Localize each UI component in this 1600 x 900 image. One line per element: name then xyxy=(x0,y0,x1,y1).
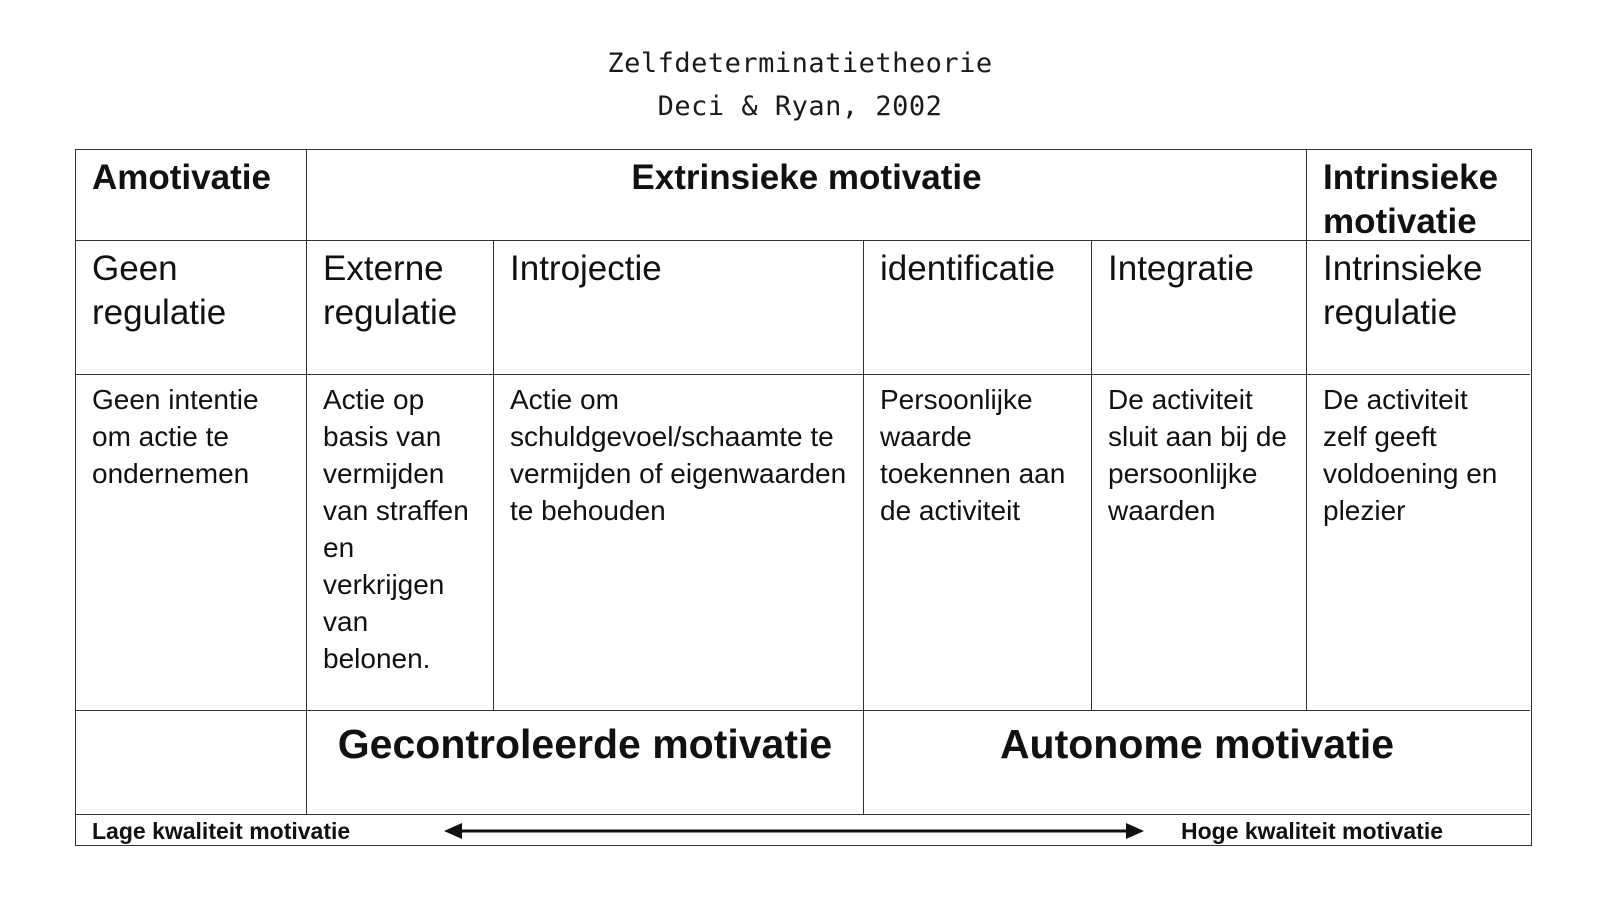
group-gecontroleerde-motivatie: Gecontroleerde motivatie xyxy=(307,711,864,815)
header-extrinsieke-motivatie: Extrinsieke motivatie xyxy=(307,150,1307,241)
level-geen-regulatie: Geen regulatie xyxy=(76,241,307,375)
description-introjectie: Actie om schuldgevoel/schaamte te vermijden of eigenwaarden te behouden xyxy=(494,375,864,711)
level-integratie: Integratie xyxy=(1092,241,1307,375)
header-amotivatie: Amotivatie xyxy=(76,150,307,241)
level-identificatie: identificatie xyxy=(864,241,1092,375)
level-externe-regulatie: Externe regulatie xyxy=(307,241,494,375)
motivation-table xyxy=(75,149,1532,846)
description-identificatie: Persoonlijke waarde toekennen aan de activiteit xyxy=(864,375,1092,711)
page-title: Zelfdeterminatietheorie xyxy=(607,48,993,79)
level-intrinsieke-regulatie: Intrinsieke regulatie xyxy=(1307,241,1530,375)
double-arrow-icon xyxy=(444,819,1144,843)
group-autonome-motivatie: Autonome motivatie xyxy=(864,711,1530,815)
description-externe-regulatie: Actie op basis van vermijden van straffen en verkrijgen van belonen. xyxy=(307,375,494,711)
description-intrinsieke-regulatie: De activiteit zelf geeft voldoening en plezier xyxy=(1307,375,1530,711)
scale-high-label: Hoge kwaliteit motivatie xyxy=(1181,818,1444,844)
description-geen-regulatie: Geen intentie om actie te ondernemen xyxy=(76,375,307,711)
scale-low-label: Lage kwaliteit motivatie xyxy=(92,818,351,844)
page-subtitle: Deci & Ryan, 2002 xyxy=(657,91,943,122)
group-empty-cell xyxy=(76,711,307,815)
level-introjectie: Introjectie xyxy=(494,241,864,375)
description-integratie: De activiteit sluit aan bij de persoonlijke waarden xyxy=(1092,375,1307,711)
header-intrinsieke-motivatie: Intrinsieke motivatie xyxy=(1307,150,1530,241)
quality-scale xyxy=(76,815,1531,847)
